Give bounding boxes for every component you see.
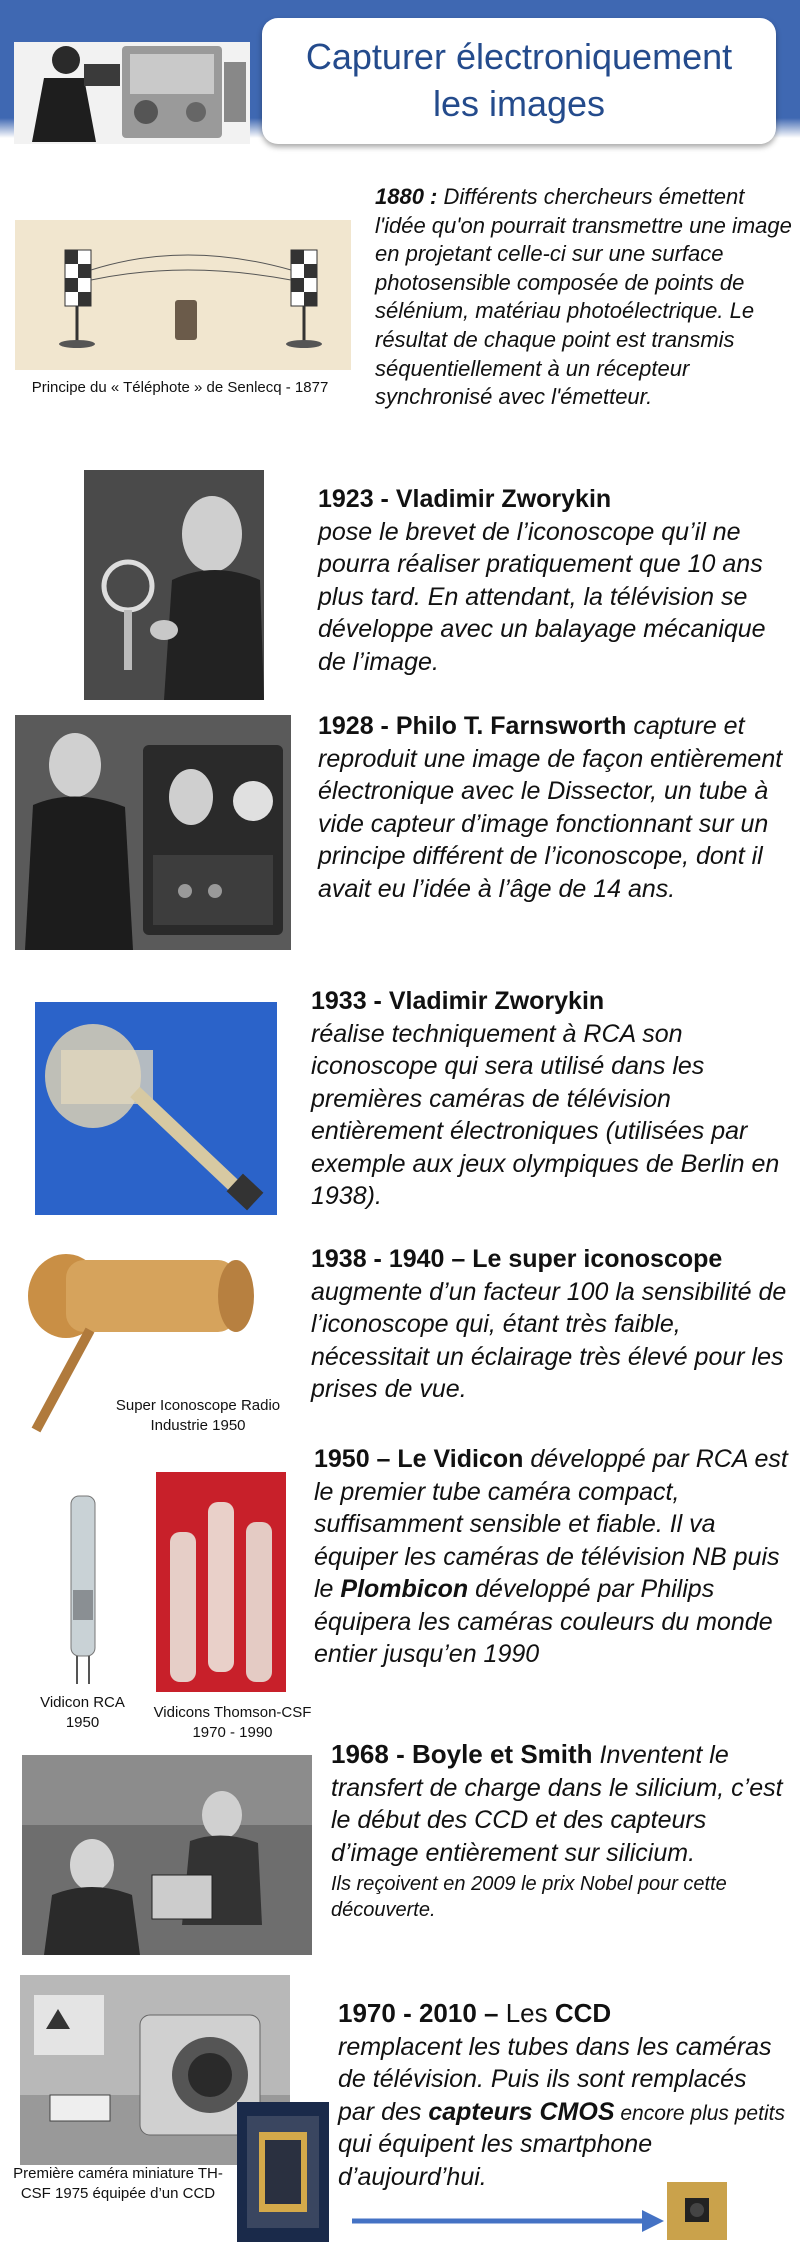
boyle-smith-photo [22,1755,312,1955]
entry-1950-text2: développé par Philips équipera les caméras couleurs du monde entier jusqu’en 1990 [314,1575,773,1668]
entry-1970-cmos: capteurs CMOS [428,2097,615,2126]
caption-telephote: Principe du « Téléphote » de Senlecq - 1877 [31,379,329,396]
entry-1950-plombicon: Plombicon [340,1575,469,1603]
entry-1923-text: pose le brevet de l’iconoscope qu’il ne pourra réaliser pratiquement que 10 ans plus tard. En attendant, la télévision se développe avec un balayage mécanique de l’image. [318,517,766,676]
entry-1968 [331,1738,791,1923]
caption-super-iconoscope: Super Iconoscope Radio Industrie 1950 [115,1397,281,1434]
entry-1968-year: 1968 - Boyle et Smith [331,1739,593,1769]
caption-vidicons-thomson: Vidicons Thomson-CSF 1970 - 1990 [153,1704,312,1741]
zworykin-photo [84,470,264,700]
caption-vidicon-rca: Vidicon RCA 1950 [40,1694,125,1731]
entry-1968-nobel: Ils reçoivent en 2009 le prix Nobel pour cette découverte. [331,1873,727,1922]
entry-1938-year: 1938 - 1940 – Le super iconoscope [311,1245,723,1273]
telephote-illustration [15,220,351,370]
entry-1970-year: 1970 - 2010 – [338,1998,499,2028]
entry-1880 [375,183,795,412]
entry-1933-year: 1933 - Vladimir Zworykin [311,987,605,1015]
progress-arrow [350,2208,665,2234]
camera-operator-photo [14,42,250,144]
entry-1933 [311,985,791,1213]
entry-1938-text: augmente d’un facteur 100 la sensibilité de l’iconoscope qui, étant très faible, nécessitait un éclairage très élevé pour les prises de vue. [311,1277,787,1403]
entry-1950-year: 1950 – Le Vidicon [314,1445,524,1473]
entry-1938 [311,1243,791,1406]
caption-tcsf-camera: Première caméra miniature TH-CSF 1975 équipée d’un CCD [13,2165,223,2202]
entry-1970 [338,1997,788,2193]
entry-1928-year: 1928 - Philo T. Farnsworth [318,712,627,740]
vidicon-rca-photo [55,1490,110,1690]
entry-1950 [314,1443,792,1671]
entry-1970-text2: qui équipent les smartphone d’aujourd’hui. [338,2130,653,2191]
cmos-sensor-photo [667,2182,727,2240]
page-title: Capturer électroniquement les images [305,36,733,124]
iconoscope-photo [35,1002,277,1215]
entry-1970-small: encore plus petits [614,2101,785,2125]
entry-1923-year: 1923 - Vladimir Zworykin [318,485,612,513]
entry-1950-text1: développé par RCA est le premier tube caméra compact, suffisamment sensible et fiable. Il va équiper les caméras de télévision NB puis le [314,1445,788,1603]
entry-1880-text: Différents chercheurs émettent l'idée qu'on pourrait transmettre une image en projetant celle-ci sur une surface photosensible composée de points de sélénium, matériau photoélectrique. Le résultat de chaque point est transmis séquentiellement à un récepteur synchronisé avec l'émetteur. [375,184,792,410]
entry-1933-text: réalise techniquement à RCA son iconoscope qui sera utilisé dans les premières caméras de télévision entièrement électroniques (utilisées par exemple aux jeux olympiques de Berlin en 1938). [311,1019,780,1210]
entry-1970-ccd: CCD [554,1998,612,2028]
vidicons-thomson-photo [156,1472,286,1692]
farnsworth-photo [15,715,291,950]
entry-1923 [318,483,788,678]
title-box [262,18,776,144]
entry-1968-text: Inventent le transfert de charge dans le silicium, c’est le début des CCD et des capteurs d’image entièrement sur silicium. [331,1741,783,1867]
entry-1970-year-rest: Les [498,1998,555,2028]
entry-1970-text1: remplacent les tubes dans les caméras de télévision. Puis ils sont remplacés par des [338,2032,772,2126]
entry-1880-year: 1880 : [375,184,438,209]
entry-1928-text: capture et reproduit une image de façon entièrement électronique avec le Dissector, un tube à vide capteur d’image fonctionnant sur un principe différent de l’iconoscope, dont il avait eu l’idée à l’âge de 14 ans. [318,712,783,903]
entry-1928 [318,710,788,905]
ccd-sensor-photo [237,2102,329,2242]
